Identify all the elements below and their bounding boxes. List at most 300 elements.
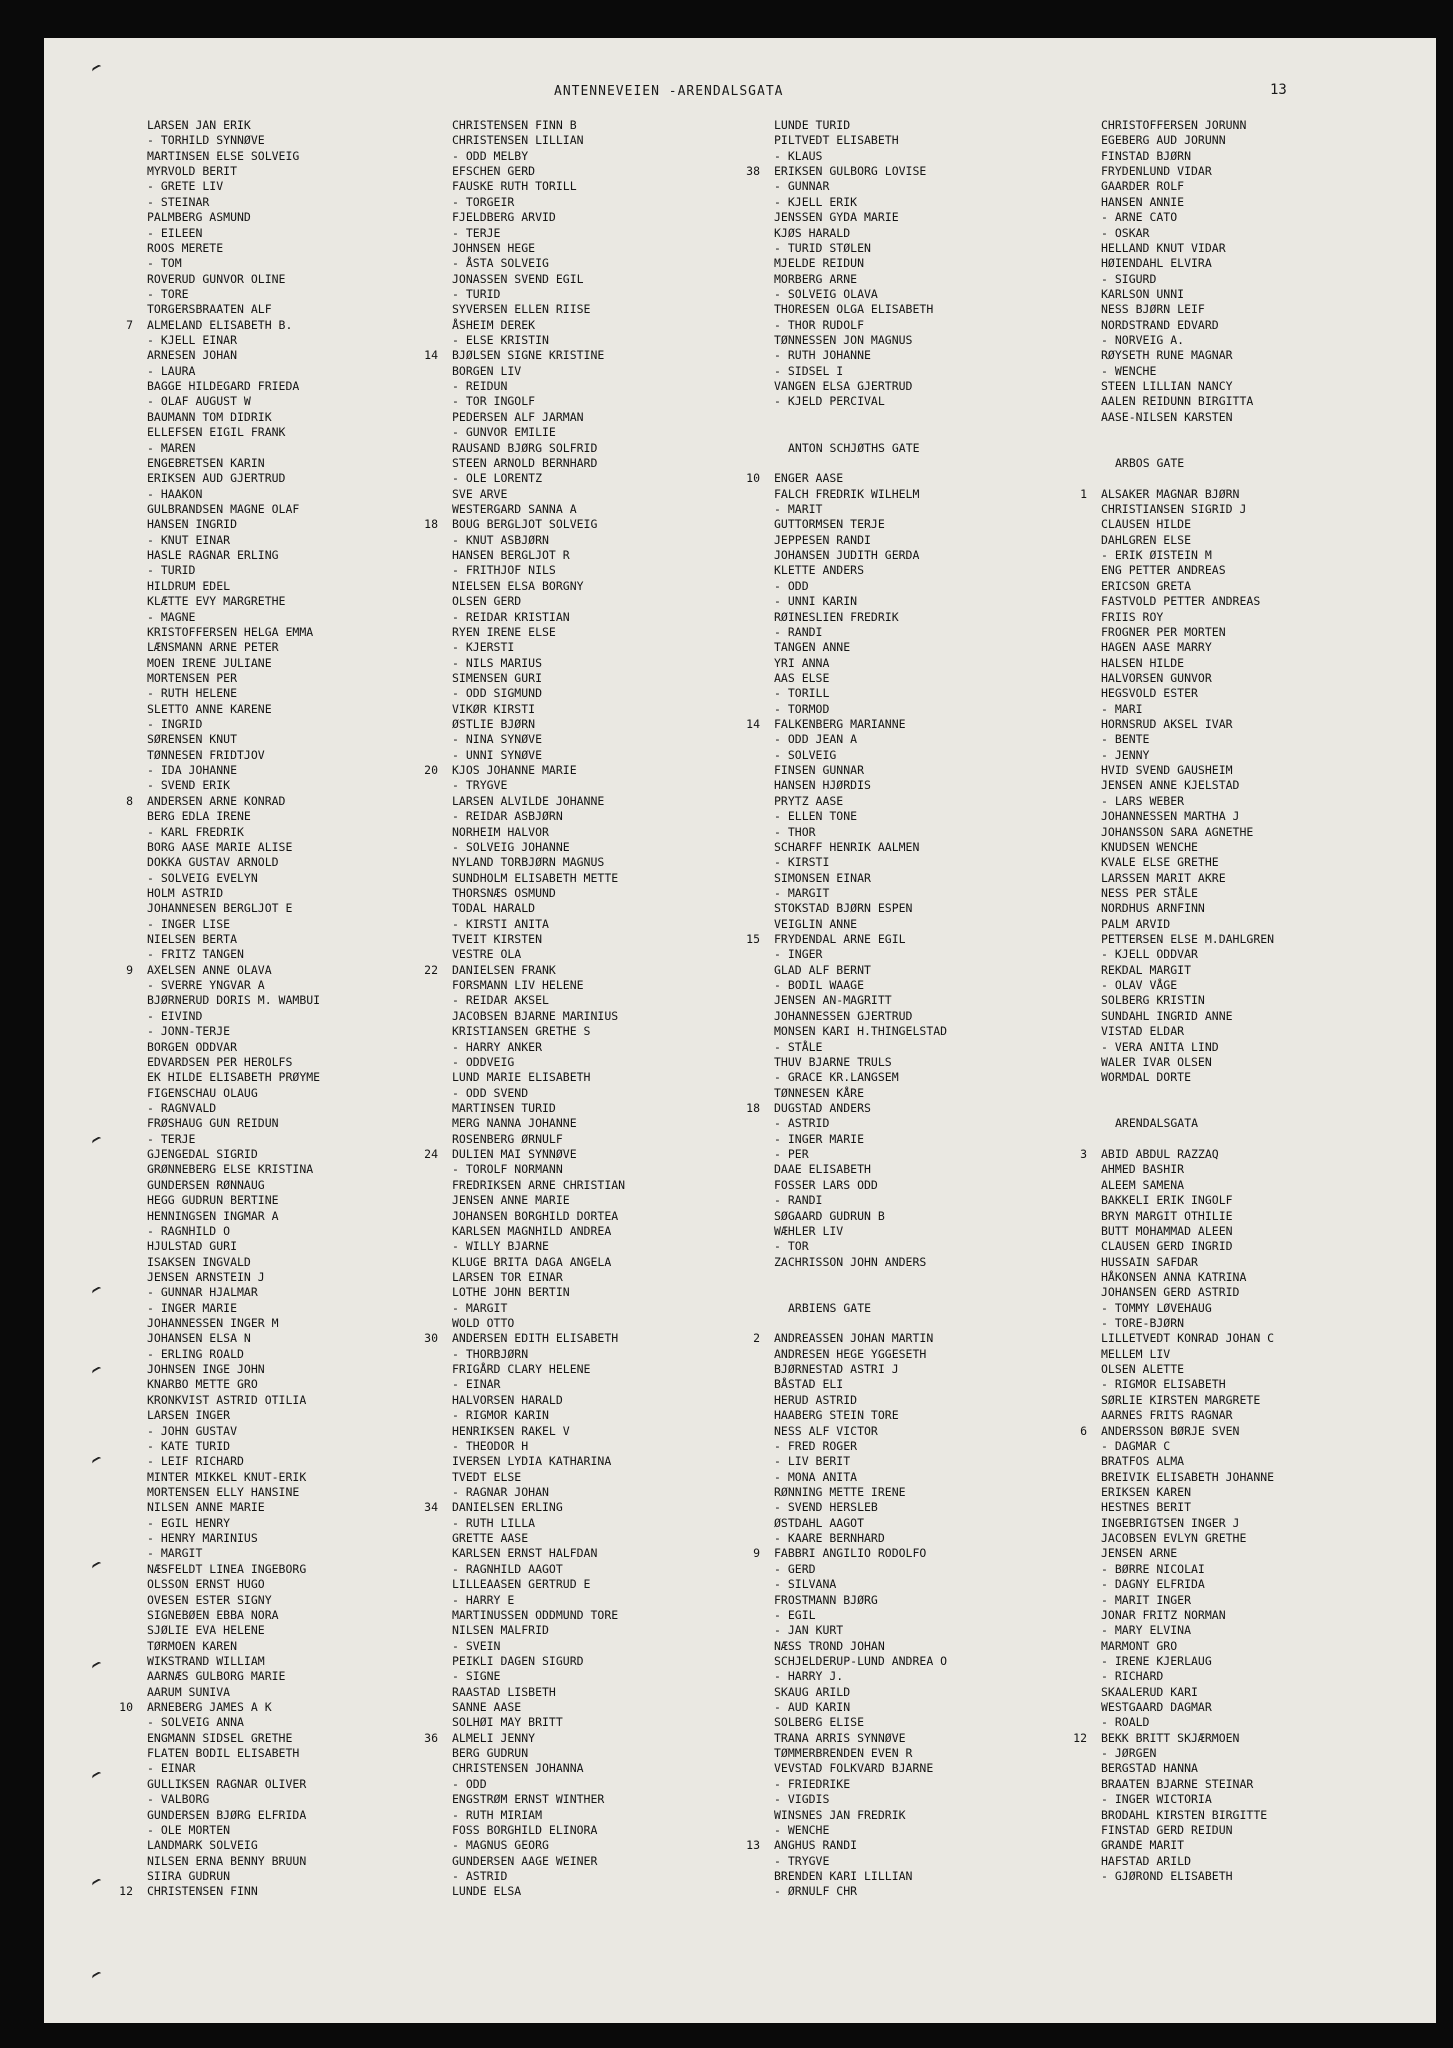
- resident-name: - INGER WICTORIA: [1101, 1792, 1212, 1807]
- resident-entry: [724, 932, 1042, 947]
- resident-name: LARSEN ALVILDE JOHANNE: [452, 793, 605, 808]
- resident-entry: [1051, 1562, 1369, 1577]
- resident-entry: [402, 1116, 720, 1131]
- resident-entry: [97, 1869, 415, 1884]
- resident-name: ALMELI JENNY: [452, 1730, 536, 1745]
- resident-entry: [402, 456, 720, 471]
- resident-name: ØSTLIE BJØRN: [452, 717, 536, 732]
- resident-name: HASLE RAGNAR ERLING: [147, 548, 279, 563]
- street-heading: [1051, 1116, 1369, 1131]
- resident-name: - ODD: [452, 1776, 487, 1791]
- resident-name: JONAR FRITZ NORMAN: [1101, 1607, 1226, 1622]
- resident-entry: [402, 533, 720, 548]
- resident-entry: [1051, 1454, 1369, 1469]
- resident-entry: [402, 1546, 720, 1561]
- resident-entry: [97, 978, 415, 993]
- resident-name: HALVORSEN GUNVOR: [1101, 670, 1212, 685]
- resident-entry: [402, 1270, 720, 1285]
- house-number: 18: [746, 1101, 760, 1115]
- resident-name: - INGER MARIE: [774, 1131, 865, 1146]
- resident-name: - INGER LISE: [147, 916, 231, 931]
- resident-entry: [97, 825, 415, 840]
- resident-entry: [402, 702, 720, 717]
- resident-entry: [402, 947, 720, 962]
- house-number: 3: [1080, 1147, 1087, 1162]
- column-4: [1051, 118, 1369, 1884]
- resident-entry: [1051, 394, 1369, 409]
- resident-entry: [1051, 1362, 1369, 1377]
- resident-entry: [724, 1593, 1042, 1608]
- resident-name: - WILLY BJARNE: [452, 1239, 549, 1254]
- page-number: 13: [1270, 82, 1287, 98]
- resident-entry: [402, 963, 720, 978]
- resident-entry: [97, 1055, 415, 1070]
- resident-name: KLÆTTE EVY MARGRETHE: [147, 594, 286, 609]
- house-number: 9: [753, 1546, 760, 1561]
- resident-entry: [402, 1255, 720, 1270]
- house-number: 18: [424, 517, 438, 532]
- resident-entry: [97, 425, 415, 440]
- resident-name: - WENCHE: [1101, 363, 1157, 378]
- resident-name: - KIRSTI: [774, 855, 830, 870]
- resident-entry: [402, 671, 720, 686]
- resident-entry: [402, 763, 720, 778]
- resident-entry: [97, 1500, 415, 1515]
- resident-entry: [724, 1777, 1042, 1792]
- resident-name: AXELSEN ANNE OLAVA: [147, 962, 272, 977]
- resident-entry: [402, 1101, 720, 1116]
- resident-name: - MAGNUS GEORG: [452, 1838, 549, 1853]
- resident-entry: [402, 1500, 720, 1515]
- resident-name: - THEODOR H: [452, 1438, 529, 1453]
- resident-entry: [402, 226, 720, 241]
- resident-name: CLAUSEN GERD INGRID: [1101, 1239, 1233, 1254]
- resident-name: - KAARE BERNHARD: [774, 1531, 885, 1546]
- resident-name: - LARS WEBER: [1101, 793, 1185, 808]
- resident-entry: [1051, 947, 1369, 962]
- resident-name: - MARGIT: [774, 885, 830, 900]
- resident-name: MOEN IRENE JULIANE: [147, 655, 272, 670]
- resident-entry: [97, 394, 415, 409]
- resident-entry: [402, 1884, 720, 1899]
- resident-name: - TRYGVE: [774, 1853, 830, 1868]
- resident-name: - SVEIN: [452, 1638, 501, 1653]
- resident-name: GUNDERSEN BJØRG ELFRIDA: [147, 1807, 307, 1822]
- resident-entry: [724, 1024, 1042, 1039]
- resident-name: JENSEN ANNE MARIE: [452, 1193, 570, 1208]
- resident-name: - OLE MORTEN: [147, 1822, 231, 1837]
- resident-entry: [724, 1408, 1042, 1423]
- resident-entry: [97, 855, 415, 870]
- resident-name: BÅSTAD ELI: [774, 1377, 844, 1392]
- resident-entry: [1051, 1040, 1369, 1055]
- resident-name: BRENDEN KARI LILLIAN: [774, 1868, 913, 1883]
- resident-entry: [402, 1454, 720, 1469]
- resident-entry: [402, 1408, 720, 1423]
- resident-entry: [402, 348, 720, 363]
- resident-entry: [97, 1024, 415, 1039]
- resident-name: PALM ARVID: [1101, 916, 1171, 931]
- resident-entry: [724, 1546, 1042, 1561]
- resident-name: ANDERSSON BØRJE SVEN: [1101, 1423, 1240, 1438]
- resident-name: HALSEN HILDE: [1101, 655, 1185, 670]
- resident-entry: [724, 1424, 1042, 1439]
- resident-name: - VALBORG: [147, 1792, 210, 1807]
- resident-name: - GUNVOR EMILIE: [452, 425, 556, 440]
- resident-entry: [97, 1101, 415, 1116]
- resident-entry: [1051, 1224, 1369, 1239]
- resident-entry: [1051, 1255, 1369, 1270]
- resident-name: FREDRIKSEN ARNE CHRISTIAN: [452, 1177, 626, 1192]
- resident-name: - OLAV VÅGE: [1101, 978, 1178, 993]
- resident-name: MYRVOLD BERIT: [147, 164, 238, 179]
- resident-name: CHRISTENSEN LILLIAN: [452, 133, 584, 148]
- resident-name: - KJERSTI: [452, 640, 515, 655]
- resident-entry: [724, 610, 1042, 625]
- resident-name: MARTINUSSEN ODDMUND TORE: [452, 1607, 619, 1622]
- resident-entry: [724, 487, 1042, 502]
- resident-name: SANNE AASE: [452, 1700, 522, 1715]
- resident-name: - MARGIT: [452, 1300, 508, 1315]
- resident-name: - RICHARD: [1101, 1669, 1164, 1684]
- resident-name: FLATEN BODIL ELISABETH: [147, 1746, 300, 1761]
- resident-entry: [724, 594, 1042, 609]
- resident-entry: [1051, 1577, 1369, 1592]
- resident-name: - SILVANA: [774, 1577, 837, 1592]
- resident-entry: [402, 272, 720, 287]
- resident-name: GUNDERSEN AAGE WEINER: [452, 1853, 598, 1868]
- resident-name: LUND MARIE ELISABETH: [452, 1070, 591, 1085]
- resident-name: - TOR: [774, 1239, 809, 1254]
- resident-entry: [724, 1685, 1042, 1700]
- resident-entry: [1051, 1808, 1369, 1823]
- resident-name: GRANDE MARIT: [1101, 1838, 1185, 1853]
- resident-entry: [724, 133, 1042, 148]
- resident-entry: [97, 594, 415, 609]
- resident-name: HANSEN INGRID: [147, 517, 238, 532]
- resident-name: - JONN-TERJE: [147, 1024, 231, 1039]
- resident-name: - HARRY ANKER: [452, 1039, 543, 1054]
- house-number: 6: [1080, 1423, 1087, 1438]
- resident-name: - THORBJØRN: [452, 1346, 529, 1361]
- resident-entry: [1051, 1270, 1369, 1285]
- resident-entry: [97, 502, 415, 517]
- resident-entry: [1051, 1316, 1369, 1331]
- resident-name: MONSEN KARI H.THINGELSTAD: [774, 1024, 948, 1039]
- resident-name: - THOR: [774, 824, 816, 839]
- resident-entry: [724, 1746, 1042, 1761]
- resident-name: TØNNESEN FRIDTJOV: [147, 747, 265, 762]
- resident-name: SCHJELDERUP-LUND ANDREA O: [774, 1653, 948, 1668]
- resident-entry: [1051, 563, 1369, 578]
- resident-name: - RUTH JOHANNE: [774, 348, 871, 363]
- resident-name: - HARRY E: [452, 1592, 515, 1607]
- resident-entry: [1051, 1132, 1369, 1147]
- resident-entry: [724, 348, 1042, 363]
- resident-entry: [402, 410, 720, 425]
- resident-entry: [724, 1209, 1042, 1224]
- resident-entry: [1051, 1854, 1369, 1869]
- resident-name: NORDHUS ARNFINN: [1101, 901, 1205, 916]
- resident-name: - KJELL ERIK: [774, 194, 858, 209]
- resident-entry: [1051, 794, 1369, 809]
- resident-entry: [402, 594, 720, 609]
- resident-name: - TERJE: [452, 225, 501, 240]
- resident-name: DULIEN MAI SYNNØVE: [452, 1147, 577, 1162]
- resident-name: HEGSVOLD ESTER: [1101, 686, 1198, 701]
- resident-entry: [97, 1009, 415, 1024]
- resident-name: RØNNING METTE IRENE: [774, 1484, 906, 1499]
- resident-entry: [1051, 1162, 1369, 1177]
- resident-entry: [402, 640, 720, 655]
- resident-name: SYVERSEN ELLEN RIISE: [452, 302, 591, 317]
- resident-entry: [402, 1577, 720, 1592]
- resident-name: BERG EDLA IRENE: [147, 809, 251, 824]
- resident-entry: [1051, 1347, 1369, 1362]
- resident-entry: [724, 717, 1042, 732]
- resident-entry: [1051, 118, 1369, 133]
- resident-entry: [724, 149, 1042, 164]
- resident-entry: [402, 917, 720, 932]
- resident-name: ISAKSEN INGVALD: [147, 1254, 251, 1269]
- resident-name: JOHANNESEN BERGLJOT E: [147, 901, 293, 916]
- resident-name: - ASTRID: [452, 1868, 508, 1883]
- house-number: 38: [746, 164, 760, 179]
- resident-entry: [724, 226, 1042, 241]
- resident-entry: [1051, 1761, 1369, 1776]
- resident-entry: [402, 1178, 720, 1193]
- resident-entry: [97, 517, 415, 532]
- resident-name: - ROALD: [1101, 1715, 1150, 1730]
- resident-name: ANDREASSEN JOHAN MARTIN: [774, 1331, 934, 1346]
- resident-entry: [402, 1715, 720, 1730]
- resident-name: ROSENBERG ØRNULF: [452, 1131, 563, 1146]
- resident-name: HAGEN AASE MARRY: [1101, 640, 1212, 655]
- resident-name: FRØSHAUG GUN REIDUN: [147, 1116, 279, 1131]
- resident-name: FOSSER LARS ODD: [774, 1177, 878, 1192]
- resident-name: - KJELD PERCIVAL: [774, 394, 885, 409]
- resident-entry: [1051, 917, 1369, 932]
- resident-name: - RUTH LILLA: [452, 1515, 536, 1530]
- resident-name: ENG PETTER ANDREAS: [1101, 563, 1226, 578]
- house-number: 1: [1080, 486, 1087, 501]
- resident-entry: [97, 1239, 415, 1254]
- resident-name: TØMMERBRENDEN EVEN R: [774, 1746, 913, 1761]
- resident-name: ELLEFSEN EIGIL FRANK: [147, 425, 286, 440]
- resident-name: HJULSTAD GURI: [147, 1239, 238, 1254]
- resident-entry: [1051, 840, 1369, 855]
- resident-entry: [402, 1623, 720, 1638]
- resident-entry: [1051, 886, 1369, 901]
- resident-entry: [97, 256, 415, 271]
- resident-name: - ØRNULF CHR: [774, 1884, 858, 1899]
- resident-name: ALMELAND ELISABETH B.: [147, 317, 293, 332]
- resident-entry: [97, 149, 415, 164]
- resident-entry: [724, 425, 1042, 440]
- house-number: 7: [126, 317, 133, 332]
- resident-entry: [402, 1639, 720, 1654]
- resident-name: KJØS HARALD: [774, 225, 851, 240]
- resident-entry: [1051, 932, 1369, 947]
- resident-name: SIGNEBØEN EBBA NORA: [147, 1607, 279, 1622]
- resident-entry: [1051, 1500, 1369, 1515]
- resident-name: BRODAHL KIRSTEN BIRGITTE: [1101, 1807, 1268, 1822]
- resident-name: - GERD: [774, 1561, 816, 1576]
- resident-name: AHMED BASHIR: [1101, 1162, 1185, 1177]
- resident-entry: [724, 410, 1042, 425]
- resident-name: - TORHILD SYNNØVE: [147, 133, 265, 148]
- house-number: 34: [424, 1500, 438, 1515]
- resident-name: PALMBERG ASMUND: [147, 210, 251, 225]
- resident-name: ÅSHEIM DEREK: [452, 317, 536, 332]
- resident-name: SIMONSEN EINAR: [774, 870, 871, 885]
- resident-entry: [724, 272, 1042, 287]
- resident-name: - SOLVEIG EVELYN: [147, 870, 258, 885]
- resident-entry: [402, 809, 720, 824]
- resident-entry: [724, 333, 1042, 348]
- resident-name: PILTVEDT ELISABETH: [774, 133, 899, 148]
- street-heading: [724, 441, 1042, 456]
- resident-entry: [402, 1347, 720, 1362]
- resident-entry: [1051, 1377, 1369, 1392]
- resident-name: - TOR INGOLF: [452, 394, 536, 409]
- resident-name: ARNEBERG JAMES A K: [147, 1700, 272, 1715]
- resident-name: JOHNSEN INGE JOHN: [147, 1362, 265, 1377]
- resident-name: NIELSEN ELSA BORGNY: [452, 578, 584, 593]
- house-number: 14: [746, 717, 760, 732]
- resident-entry: [402, 517, 720, 532]
- resident-name: - SVERRE YNGVAR A: [147, 978, 265, 993]
- resident-entry: [97, 794, 415, 809]
- resident-name: - EILEEN: [147, 225, 203, 240]
- resident-name: FAUSKE RUTH TORILL: [452, 179, 577, 194]
- resident-name: - RUTH HELENE: [147, 686, 238, 701]
- resident-name: - KARL FREDRIK: [147, 824, 244, 839]
- resident-name: BORG AASE MARIE ALISE: [147, 839, 293, 854]
- resident-entry: [97, 441, 415, 456]
- resident-name: ERIKSEN GULBORG LOVISE: [774, 164, 927, 179]
- resident-name: MARTINSEN TURID: [452, 1101, 556, 1115]
- resident-entry: [724, 1562, 1042, 1577]
- resident-entry: [402, 625, 720, 640]
- resident-name: CHRISTIANSEN SIGRID J: [1101, 501, 1247, 516]
- resident-name: - TORGEIR: [452, 194, 515, 209]
- resident-entry: [97, 1715, 415, 1730]
- resident-name: ENGER AASE: [774, 471, 844, 486]
- resident-name: FRYDENDAL ARNE EGIL: [774, 932, 906, 947]
- resident-entry: [402, 579, 720, 594]
- resident-name: HEGG GUDRUN BERTINE: [147, 1193, 279, 1208]
- resident-entry: [402, 1285, 720, 1300]
- resident-name: CLAUSEN HILDE: [1101, 517, 1192, 532]
- resident-name: DANIELSEN ERLING: [452, 1500, 563, 1515]
- resident-name: - FRED ROGER: [774, 1438, 858, 1453]
- resident-name: - HENRY MARINIUS: [147, 1531, 258, 1546]
- resident-entry: [724, 963, 1042, 978]
- resident-name: SØGAARD GUDRUN B: [774, 1208, 885, 1223]
- resident-name: - VERA ANITA LIND: [1101, 1039, 1219, 1054]
- resident-entry: [724, 917, 1042, 932]
- resident-entry: [1051, 656, 1369, 671]
- resident-entry: [97, 548, 415, 563]
- resident-entry: [402, 1838, 720, 1853]
- resident-name: - MARIT: [774, 501, 823, 516]
- resident-name: NYLAND TORBJØRN MAGNUS: [452, 855, 605, 870]
- resident-name: HAFSTAD ARILD: [1101, 1853, 1192, 1868]
- resident-entry: [724, 993, 1042, 1008]
- resident-name: STOKSTAD BJØRN ESPEN: [774, 901, 913, 916]
- resident-entry: [724, 1009, 1042, 1024]
- resident-name: RAASTAD LISBETH: [452, 1684, 556, 1699]
- resident-name: HILDRUM EDEL: [147, 578, 231, 593]
- resident-entry: [402, 364, 720, 379]
- resident-entry: [97, 333, 415, 348]
- resident-entry: [724, 1285, 1042, 1300]
- resident-entry: [97, 579, 415, 594]
- resident-name: OLSSON ERNST HUGO: [147, 1577, 265, 1592]
- resident-entry: [402, 1854, 720, 1869]
- resident-entry: [402, 656, 720, 671]
- resident-entry: [1051, 287, 1369, 302]
- resident-name: - JOHN GUSTAV: [147, 1423, 238, 1438]
- resident-name: GRØNNEBERG ELSE KRISTINA: [147, 1162, 314, 1177]
- resident-entry: [97, 1623, 415, 1638]
- resident-entry: [402, 1162, 720, 1177]
- resident-entry: [724, 287, 1042, 302]
- resident-name: TVEIT KIRSTEN: [452, 932, 543, 947]
- resident-name: NILSEN ANNE MARIE: [147, 1500, 265, 1515]
- resident-entry: [724, 1669, 1042, 1684]
- resident-name: RAUSAND BJØRG SOLFRID: [452, 440, 598, 455]
- resident-name: NESS BJØRN LEIF: [1101, 302, 1205, 317]
- resident-entry: [724, 118, 1042, 133]
- resident-entry: [724, 579, 1042, 594]
- resident-name: TØNNESEN KÅRE: [774, 1085, 865, 1100]
- resident-entry: [97, 1700, 415, 1715]
- resident-name: - ELLEN TONE: [774, 809, 858, 824]
- resident-entry: [724, 1331, 1042, 1346]
- resident-entry: [1051, 1055, 1369, 1070]
- resident-entry: [724, 502, 1042, 517]
- house-number: 20: [424, 763, 438, 778]
- resident-entry: [402, 1808, 720, 1823]
- resident-name: ROVERUD GUNVOR OLINE: [147, 271, 286, 286]
- resident-name: ANDERSEN ARNE KONRAD: [147, 793, 286, 808]
- resident-entry: [97, 272, 415, 287]
- resident-name: LÆNSMANN ARNE PETER: [147, 640, 279, 655]
- resident-name: ENGSTRØM ERNST WINTHER: [452, 1792, 605, 1807]
- resident-entry: [724, 1316, 1042, 1331]
- resident-name: - GUNNAR HJALMAR: [147, 1285, 258, 1300]
- resident-name: - BØRRE NICOLAI: [1101, 1561, 1205, 1576]
- resident-entry: [724, 748, 1042, 763]
- resident-entry: [724, 1623, 1042, 1638]
- resident-name: - KLAUS: [774, 148, 823, 163]
- resident-entry: [97, 1439, 415, 1454]
- resident-name: SUNDHOLM ELISABETH METTE: [452, 870, 619, 885]
- resident-name: GRETTE AASE: [452, 1531, 529, 1546]
- resident-name: BORGEN LIV: [452, 363, 522, 378]
- resident-name: VEIGLIN ANNE: [774, 916, 858, 931]
- resident-entry: [1051, 1408, 1369, 1423]
- street-name: ARENDALSGATA: [1115, 1116, 1199, 1131]
- resident-name: VESTRE OLA: [452, 947, 522, 962]
- resident-entry: [97, 871, 415, 886]
- resident-entry: [1051, 1485, 1369, 1500]
- resident-entry: [1051, 1331, 1369, 1346]
- resident-entry: [1051, 1516, 1369, 1531]
- resident-name: - RAGNAR JOHAN: [452, 1484, 549, 1499]
